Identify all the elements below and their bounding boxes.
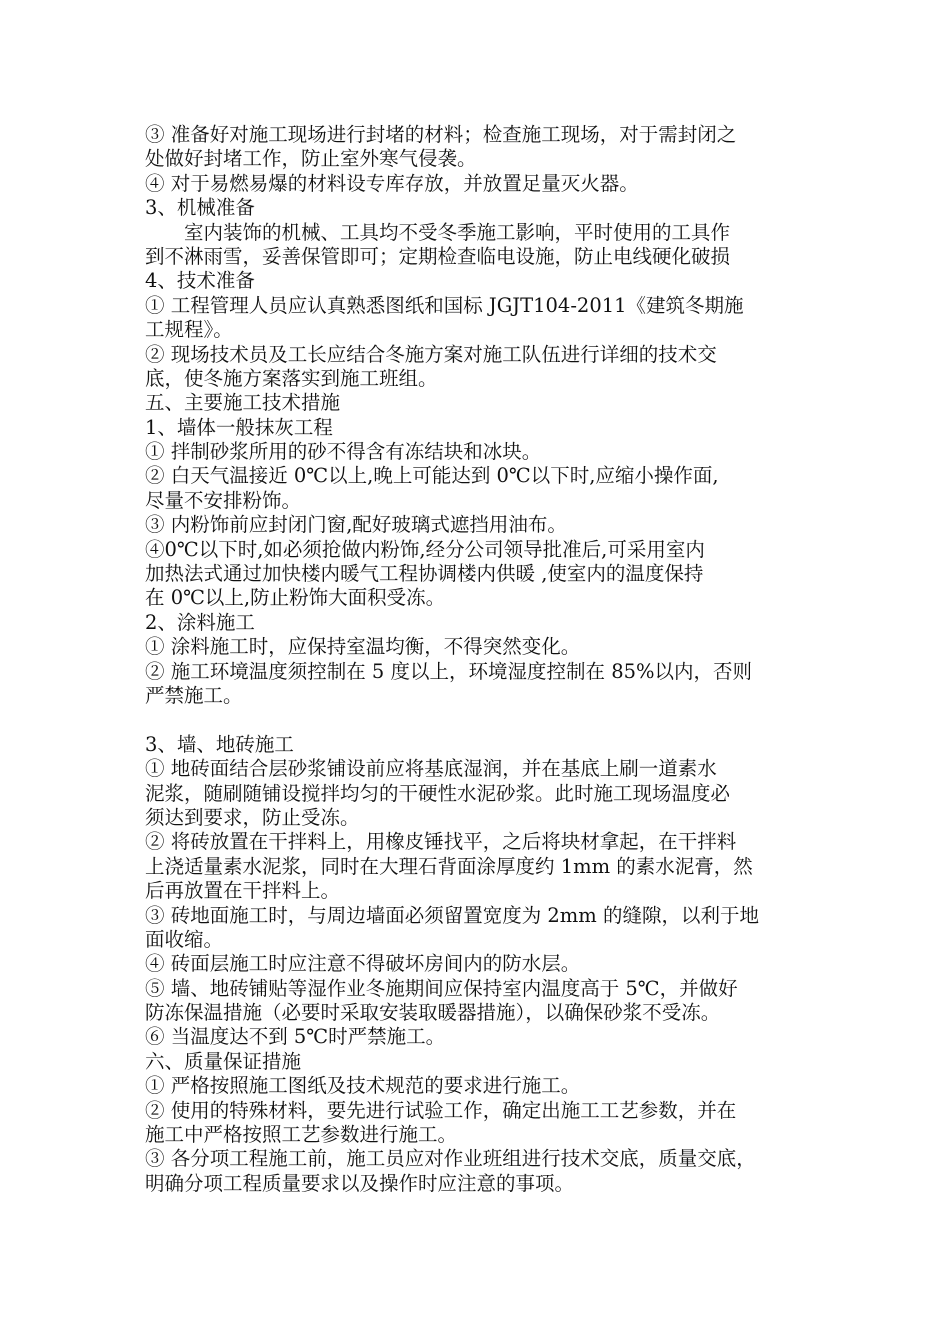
- text-line: ⑥ 当温度达不到 5℃时严禁施工。: [145, 1025, 446, 1049]
- text-line: 在 0℃以上,防止粉饰大面积受冻。: [145, 586, 446, 610]
- text-line: 严禁施工。: [145, 683, 243, 707]
- text-line: 加热法式通过加快楼内暖气工程协调楼内供暖 ,使室内的温度保持: [145, 562, 704, 586]
- text-line: 处做好封堵工作，防止室外寒气侵袭。: [145, 147, 477, 171]
- text-line: 尽量不安排粉饰。: [145, 488, 302, 512]
- text-line: 泥浆，随刷随铺设搅拌均匀的干硬性水泥砂浆。此时施工现场温度必: [145, 781, 731, 805]
- text-line: 底，使冬施方案落实到施工班组。: [145, 366, 438, 390]
- text-line: ② 将砖放置在干拌料上，用橡皮锤找平，之后将块材拿起，在干拌料: [145, 830, 737, 854]
- text-line: ③ 各分项工程施工前，施工员应对作业班组进行技术交底，质量交底，: [145, 1147, 756, 1171]
- text-line: ③ 准备好对施工现场进行封堵的材料；检查施工现场，对于需封闭之: [145, 123, 737, 146]
- blank-line: [145, 708, 815, 732]
- text-line: ③ 内粉饰前应封闭门窗,配好玻璃式遮挡用油布。: [145, 513, 567, 537]
- text-line: ① 地砖面结合层砂浆铺设前应将基底湿润，并在基底上刷一道素水: [145, 757, 717, 781]
- chapter-heading: 五、主要施工技术措施: [145, 391, 341, 415]
- text-line: ④0℃以下时,如必须抢做内粉饰,经分公司领导批准后,可采用室内: [145, 537, 705, 561]
- text-line: 施工中严格按照工艺参数进行施工。: [145, 1123, 458, 1147]
- text-line: ② 现场技术员及工长应结合冬施方案对施工队伍进行详细的技术交: [145, 342, 717, 366]
- text-line: 到不淋雨雪，妥善保管即可；定期检查临电设施，防止电线硬化破损: [145, 244, 731, 268]
- text-line: 面收缩。: [145, 927, 224, 951]
- text-line: ③ 砖地面施工时，与周边墙面必须留置宽度为 2mm 的缝隙，以利于地: [145, 903, 759, 927]
- text-line: ① 拌制砂浆所用的砂不得含有冻结块和冰块。: [145, 440, 542, 464]
- section-heading: 3、墙、地砖施工: [145, 732, 294, 756]
- text-line: ② 施工环境温度须控制在 5 度以上，环境湿度控制在 85%以内，否则: [145, 659, 753, 683]
- chapter-heading: 六、质量保证措施: [145, 1049, 302, 1073]
- text-line: 上浇适量素水泥浆，同时在大理石背面涂厚度约 1mm 的素水泥膏，然: [145, 854, 753, 878]
- text-line: 室内装饰的机械、工具均不受冬季施工影响，平时使用的工具作: [184, 220, 731, 244]
- section-heading: 2、涂料施工: [145, 610, 255, 634]
- text-line: 明确分项工程质量要求以及操作时应注意的事项。: [145, 1171, 575, 1195]
- text-line: ② 白天气温接近 0℃以上,晚上可能达到 0℃以下时,应缩小操作面,: [145, 464, 719, 488]
- text-line: ② 使用的特殊材料，要先进行试验工作，确定出施工工艺参数，并在: [145, 1098, 737, 1122]
- section-heading: 3、机械准备: [145, 196, 255, 220]
- section-heading: 1、墙体一般抹灰工程: [145, 415, 333, 439]
- text-line: 防冻保温措施（必要时采取安装取暖器措施），以确保砂浆不受冻。: [145, 1001, 721, 1025]
- text-line: ④ 砖面层施工时应注意不得破坏房间内的防水层。: [145, 952, 581, 976]
- text-line: 须达到要求，防止受冻。: [145, 805, 360, 829]
- text-line: ① 涂料施工时，应保持室温均衡，不得突然变化。: [145, 635, 581, 659]
- text-line: 后再放置在干拌料上。: [145, 879, 341, 903]
- text-line: ① 严格按照施工图纸及技术规范的要求进行施工。: [145, 1074, 581, 1098]
- text-line: 工规程》。: [145, 318, 233, 342]
- text-line: ① 工程管理人员应认真熟悉图纸和国标 JGJT104-2011《建筑冬期施: [145, 293, 744, 317]
- section-heading: 4、技术准备: [145, 269, 255, 293]
- text-line: ⑤ 墙、地砖铺贴等湿作业冬施期间应保持室内温度高于 5℃，并做好: [145, 976, 738, 1000]
- text-line: ④ 对于易燃易爆的材料设专库存放，并放置足量灭火器。: [145, 171, 639, 195]
- document-body: [145, 123, 815, 1196]
